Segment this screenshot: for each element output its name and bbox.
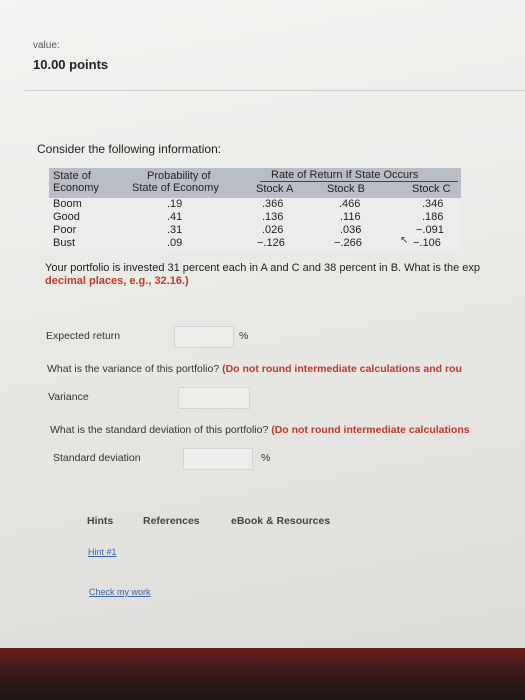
header-stock-b: Stock B	[327, 183, 365, 195]
variance-label: Variance	[48, 391, 89, 403]
variance-question	[47, 363, 462, 375]
table-row-stock-a: .026	[262, 224, 284, 236]
table-row-stock-b: .036	[340, 224, 362, 236]
cursor-arrow-icon: ↖	[400, 235, 409, 246]
table-row-state: Poor	[53, 224, 77, 236]
variance-question-hint: (Do not round intermediate calculations and rou	[222, 363, 462, 375]
std-question-text: What is the standard deviation of this portfolio?	[50, 424, 269, 436]
table-row-stock-b: −.266	[334, 237, 362, 249]
hint-1-link[interactable]: Hint #1	[88, 547, 117, 557]
table-row-stock-a: .136	[262, 211, 284, 223]
table-row-stock-b: .116	[340, 211, 361, 223]
divider	[25, 90, 525, 91]
table-row-stock-c: .346	[422, 198, 444, 210]
tab-hints[interactable]: Hints	[87, 515, 114, 527]
table-row-prob: .19	[167, 198, 183, 210]
rounding-hint: decimal places, e.g., 32.16.)	[45, 275, 189, 287]
variance-input[interactable]	[178, 387, 250, 409]
variance-question-text: What is the variance of this portfolio?	[47, 363, 220, 375]
std-question-hint: (Do not round intermediate calculations	[271, 424, 470, 436]
table-row-state: Boom	[53, 198, 82, 210]
table-row-stock-b: .466	[339, 198, 361, 210]
table-row-prob: .41	[167, 211, 183, 223]
tab-references[interactable]: References	[143, 515, 200, 527]
question-text: Your portfolio is invested 31 percent each in A and C and 38 percent in B. What is the exp	[45, 262, 480, 274]
table-row-state: Good	[53, 211, 80, 223]
header-stock-a: Stock A	[256, 183, 294, 195]
expected-return-unit: %	[239, 330, 249, 342]
table-row-stock-c: −.091	[416, 224, 444, 236]
table-row-prob: .09	[167, 237, 183, 249]
std-dev-label: Standard deviation	[53, 452, 141, 464]
table-row-stock-a: .366	[262, 198, 284, 210]
bottom-edge	[0, 648, 525, 700]
intro-text: Consider the following information:	[37, 142, 222, 156]
header-stock-c: Stock C	[412, 183, 451, 195]
header-state-line1: State of	[53, 170, 91, 182]
points-value: 10.00 points	[33, 57, 109, 72]
std-question	[50, 424, 470, 436]
table-row-prob: .31	[167, 224, 183, 236]
header-rate: Rate of Return If State Occurs	[271, 169, 419, 181]
tab-ebook-resources[interactable]: eBook & Resources	[231, 515, 331, 527]
std-dev-input[interactable]	[183, 448, 253, 470]
value-label: value:	[33, 40, 60, 51]
rate-header-rule	[260, 181, 458, 182]
table-row-stock-a: −.126	[257, 237, 285, 249]
header-prob-line1: Probability of	[147, 170, 211, 182]
table-row-state: Bust	[53, 237, 76, 249]
std-dev-unit: %	[261, 452, 271, 464]
expected-return-label: Expected return	[46, 330, 121, 342]
expected-return-input[interactable]	[174, 326, 234, 348]
header-state-line2: Economy	[53, 182, 99, 194]
table-row-stock-c: .186	[422, 211, 444, 223]
header-prob-line2: State of Economy	[132, 182, 219, 194]
check-my-work-link[interactable]: Check my work	[89, 587, 151, 597]
table-row-stock-c: −.106	[413, 237, 441, 249]
returns-table	[49, 168, 461, 252]
